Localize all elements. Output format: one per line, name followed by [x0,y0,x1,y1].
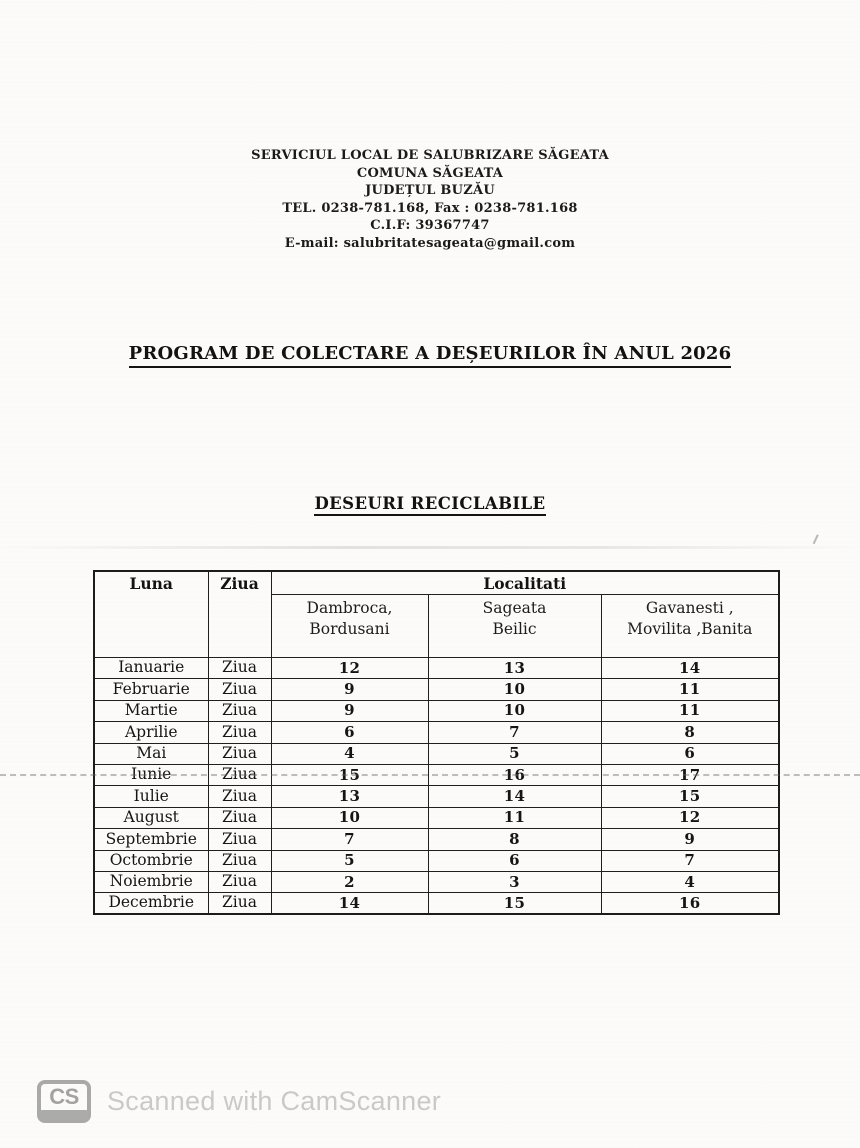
table-row-ianuarie [94,658,779,679]
camscanner-watermark-text: Scanned with CamScanner [107,1086,442,1116]
camscanner-logo-icon [37,1080,91,1123]
table-row-septembrie [94,829,779,850]
month-cell: Mai [94,743,208,764]
value-cell: 13 [428,658,601,679]
value-cell: 4 [271,743,428,764]
letterhead [0,147,860,253]
value-cell: 7 [271,829,428,850]
value-cell: 7 [601,850,779,871]
value-cell: 14 [271,893,428,914]
value-cell: 11 [601,700,779,721]
day-cell: Ziua [208,850,271,871]
day-cell: Ziua [208,679,271,700]
table-row-noiembrie [94,871,779,892]
table-row-octombrie [94,850,779,871]
letterhead-email: E-mail: salubritatesageata@gmail.com [284,235,576,251]
subheader-line: Dambroca, [306,599,393,617]
letterhead-cif: C.I.F: 39367747 [370,218,490,234]
value-cell: 17 [601,764,779,785]
value-cell: 10 [271,807,428,828]
letterhead-org-name: SERVICIUL LOCAL DE SALUBRIZARE SĂGEATA [251,148,609,163]
month-cell: Decembrie [94,893,208,914]
day-cell: Ziua [208,700,271,721]
letterhead-commune: COMUNA SĂGEATA [356,165,504,181]
column-header-localitati: Localitati [271,571,779,595]
day-cell: Ziua [208,764,271,785]
value-cell: 11 [428,807,601,828]
month-cell: Septembrie [94,829,208,850]
value-cell: 2 [271,871,428,892]
value-cell: 6 [601,743,779,764]
month-cell: Iulie [94,786,208,807]
month-cell: Iunie [94,764,208,785]
value-cell: 13 [271,786,428,807]
month-cell: Februarie [94,679,208,700]
value-cell: 6 [271,722,428,743]
letterhead-county: JUDEȚUL BUZĂU [365,183,495,199]
column-header-ziua: Ziua [208,571,271,658]
value-cell: 5 [271,850,428,871]
value-cell: 15 [428,893,601,914]
day-cell: Ziua [208,658,271,679]
table-row-martie [94,700,779,721]
subheader-line: Gavanesti , [645,599,734,617]
day-cell: Ziua [208,871,271,892]
table-body [94,658,779,915]
table-header [94,571,779,658]
table-header-row [94,571,779,595]
subheader-line: Sageata [482,599,547,617]
subheader-line: Beilic [492,619,537,638]
month-cell: Martie [94,700,208,721]
table-row-iulie [94,786,779,807]
day-cell: Ziua [208,722,271,743]
value-cell: 14 [601,658,779,679]
day-cell: Ziua [208,829,271,850]
camscanner-footer [37,1080,441,1123]
value-cell: 14 [428,786,601,807]
document-title [0,343,860,368]
value-cell: 12 [601,807,779,828]
value-cell: 3 [428,871,601,892]
day-cell: Ziua [208,786,271,807]
month-cell: Octombrie [94,850,208,871]
collection-schedule-table [93,570,780,915]
table-row-mai [94,743,779,764]
scan-artifact-dashed-line [0,774,860,776]
value-cell: 10 [428,679,601,700]
value-cell: 12 [271,658,428,679]
value-cell: 11 [601,679,779,700]
column-header-luna: Luna [94,571,208,658]
value-cell: 8 [428,829,601,850]
value-cell: 9 [271,679,428,700]
month-cell: Aprilie [94,722,208,743]
month-cell: Ianuarie [94,658,208,679]
value-cell: 16 [428,764,601,785]
scan-artifact-speck [807,532,818,544]
value-cell: 5 [428,743,601,764]
table-row-decembrie [94,893,779,914]
day-cell: Ziua [208,807,271,828]
subheader-line: Bordusani [309,619,390,638]
day-cell: Ziua [208,893,271,914]
subheader-line: Movilita ,Banita [627,619,753,638]
value-cell: 7 [428,722,601,743]
value-cell: 9 [271,700,428,721]
table-row-august [94,807,779,828]
document-title-text: PROGRAM DE COLECTARE A DEȘEURILOR ÎN ANUL 2026 [129,343,732,368]
value-cell: 6 [428,850,601,871]
table-row-aprilie [94,722,779,743]
section-title [0,494,860,516]
month-cell: Noiembrie [94,871,208,892]
value-cell: 15 [271,764,428,785]
section-title-text: DESEURI RECICLABILE [314,494,545,516]
month-cell: August [94,807,208,828]
value-cell: 4 [601,871,779,892]
value-cell: 15 [601,786,779,807]
day-cell: Ziua [208,743,271,764]
value-cell: 10 [428,700,601,721]
subheader-sageata-beilic [428,595,601,658]
value-cell: 9 [601,829,779,850]
value-cell: 16 [601,893,779,914]
table-row-februarie [94,679,779,700]
scan-artifact-streak [0,546,860,549]
letterhead-phone-fax: TEL. 0238-781.168, Fax : 0238-781.168 [282,200,578,216]
subheader-dambroca-bordusani [271,595,428,658]
camscanner-logo-bar [40,1110,88,1120]
value-cell: 8 [601,722,779,743]
camscanner-logo-letters: CS [49,1084,79,1109]
subheader-gavanesti-movilita-banita [601,595,779,658]
